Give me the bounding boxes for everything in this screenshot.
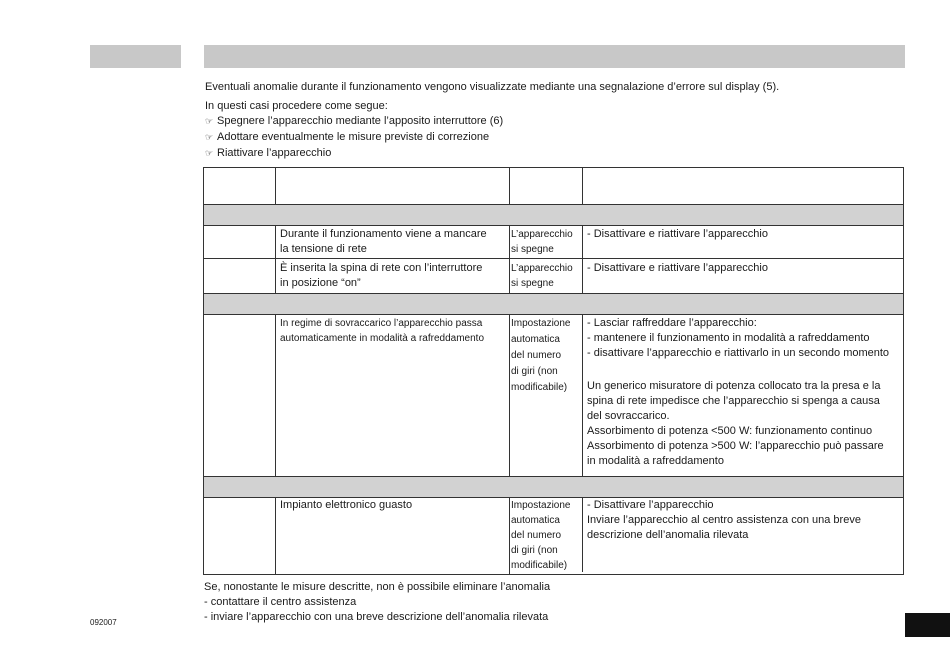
cause-cell: Impianto elettronico guasto	[280, 499, 413, 511]
step-item: ☞ Riattivare l’apparecchio	[205, 146, 503, 162]
col-divider	[582, 225, 583, 294]
col-divider	[509, 168, 510, 205]
section-band	[204, 294, 903, 314]
remedy-cell: - Disattivare e riattivare l’apparecchio	[587, 228, 768, 240]
col-divider	[582, 314, 583, 477]
header-bar-right	[204, 45, 905, 68]
intro-text	[205, 80, 779, 95]
effect-cell: L’apparecchio si spegne	[511, 229, 573, 255]
pointing-hand-icon: ☞	[205, 117, 214, 127]
col-divider	[509, 314, 510, 477]
col-divider	[509, 497, 510, 575]
section-band	[204, 477, 903, 497]
row-divider	[204, 476, 903, 477]
cause-cell: In regime di sovraccarico l’apparecchio passa automaticamente in modalità a rafreddamento	[280, 318, 485, 344]
step-item: ☞ Spegnere l’apparecchio mediante l’apposito interruttore (6)	[205, 114, 503, 130]
procedure-title: In questi casi procedere come segue:	[205, 100, 388, 112]
remedy-cell: - Disattivare e riattivare l’apparecchio	[587, 262, 768, 274]
row-divider	[204, 225, 903, 226]
page-tab-marker	[905, 613, 950, 637]
col-divider	[275, 314, 276, 477]
col-divider	[275, 225, 276, 294]
document-code: 092007	[90, 618, 117, 627]
effect-cell: Impostazione automatica del numero di giri (non modificabile)	[511, 500, 571, 571]
intro-paragraph: Eventuali anomalie durante il funzionamento vengono visualizzate mediante una segnalazione d’errore sul display (5).	[205, 81, 780, 93]
row-divider	[204, 293, 903, 294]
col-divider	[582, 497, 583, 572]
row-divider	[204, 204, 903, 205]
col-divider	[275, 497, 276, 575]
col-divider	[275, 168, 276, 205]
row-divider	[204, 258, 903, 259]
cause-cell: Durante il funzionamento viene a mancare la tensione di rete	[280, 228, 487, 255]
col-divider	[509, 225, 510, 294]
remedy-cell: - Lasciar raffreddare l’apparecchio: - mantenere il funzionamento in modalità a rafreddamento - disattivare l’apparecchio e riattivarlo in un secondo momento Un generico misuratore di potenza collocato tra la presa e la spina di rete impedisce che l’apparecchio si spenga a causa del sovraccarico. Assorbimento di potenza <500 W: funzionamento continuo Assorbimento di potenza >500 W: l’apparecchio può passare in modalità a rafreddamento	[587, 317, 890, 467]
section-band	[204, 205, 903, 225]
effect-cell: Impostazione automatica del numero di giri (non modificabile)	[511, 318, 571, 393]
row-divider	[204, 314, 903, 315]
error-table	[203, 167, 904, 575]
header-bar-left	[90, 45, 181, 68]
col-divider	[582, 168, 583, 205]
step-item: ☞ Adottare eventualmente le misure previste di correzione	[205, 130, 503, 146]
remedy-cell: - Disattivare l’apparecchio Inviare l’apparecchio al centro assistenza con una breve descrizione dell’anomalia rilevata	[587, 499, 861, 541]
pointing-hand-icon: ☞	[205, 149, 214, 159]
cause-cell: È inserita la spina di rete con l’interruttore in posizione “on”	[280, 262, 483, 289]
procedure-block	[205, 99, 503, 162]
pointing-hand-icon: ☞	[205, 133, 214, 143]
effect-cell: L’apparecchio si spegne	[511, 263, 573, 289]
footer-notes: Se, nonostante le misure descritte, non è possibile eliminare l’anomalia - contattare il centro assistenza - inviare l’apparecchio con una breve descrizione dell’anomalia rilevata	[204, 581, 551, 623]
